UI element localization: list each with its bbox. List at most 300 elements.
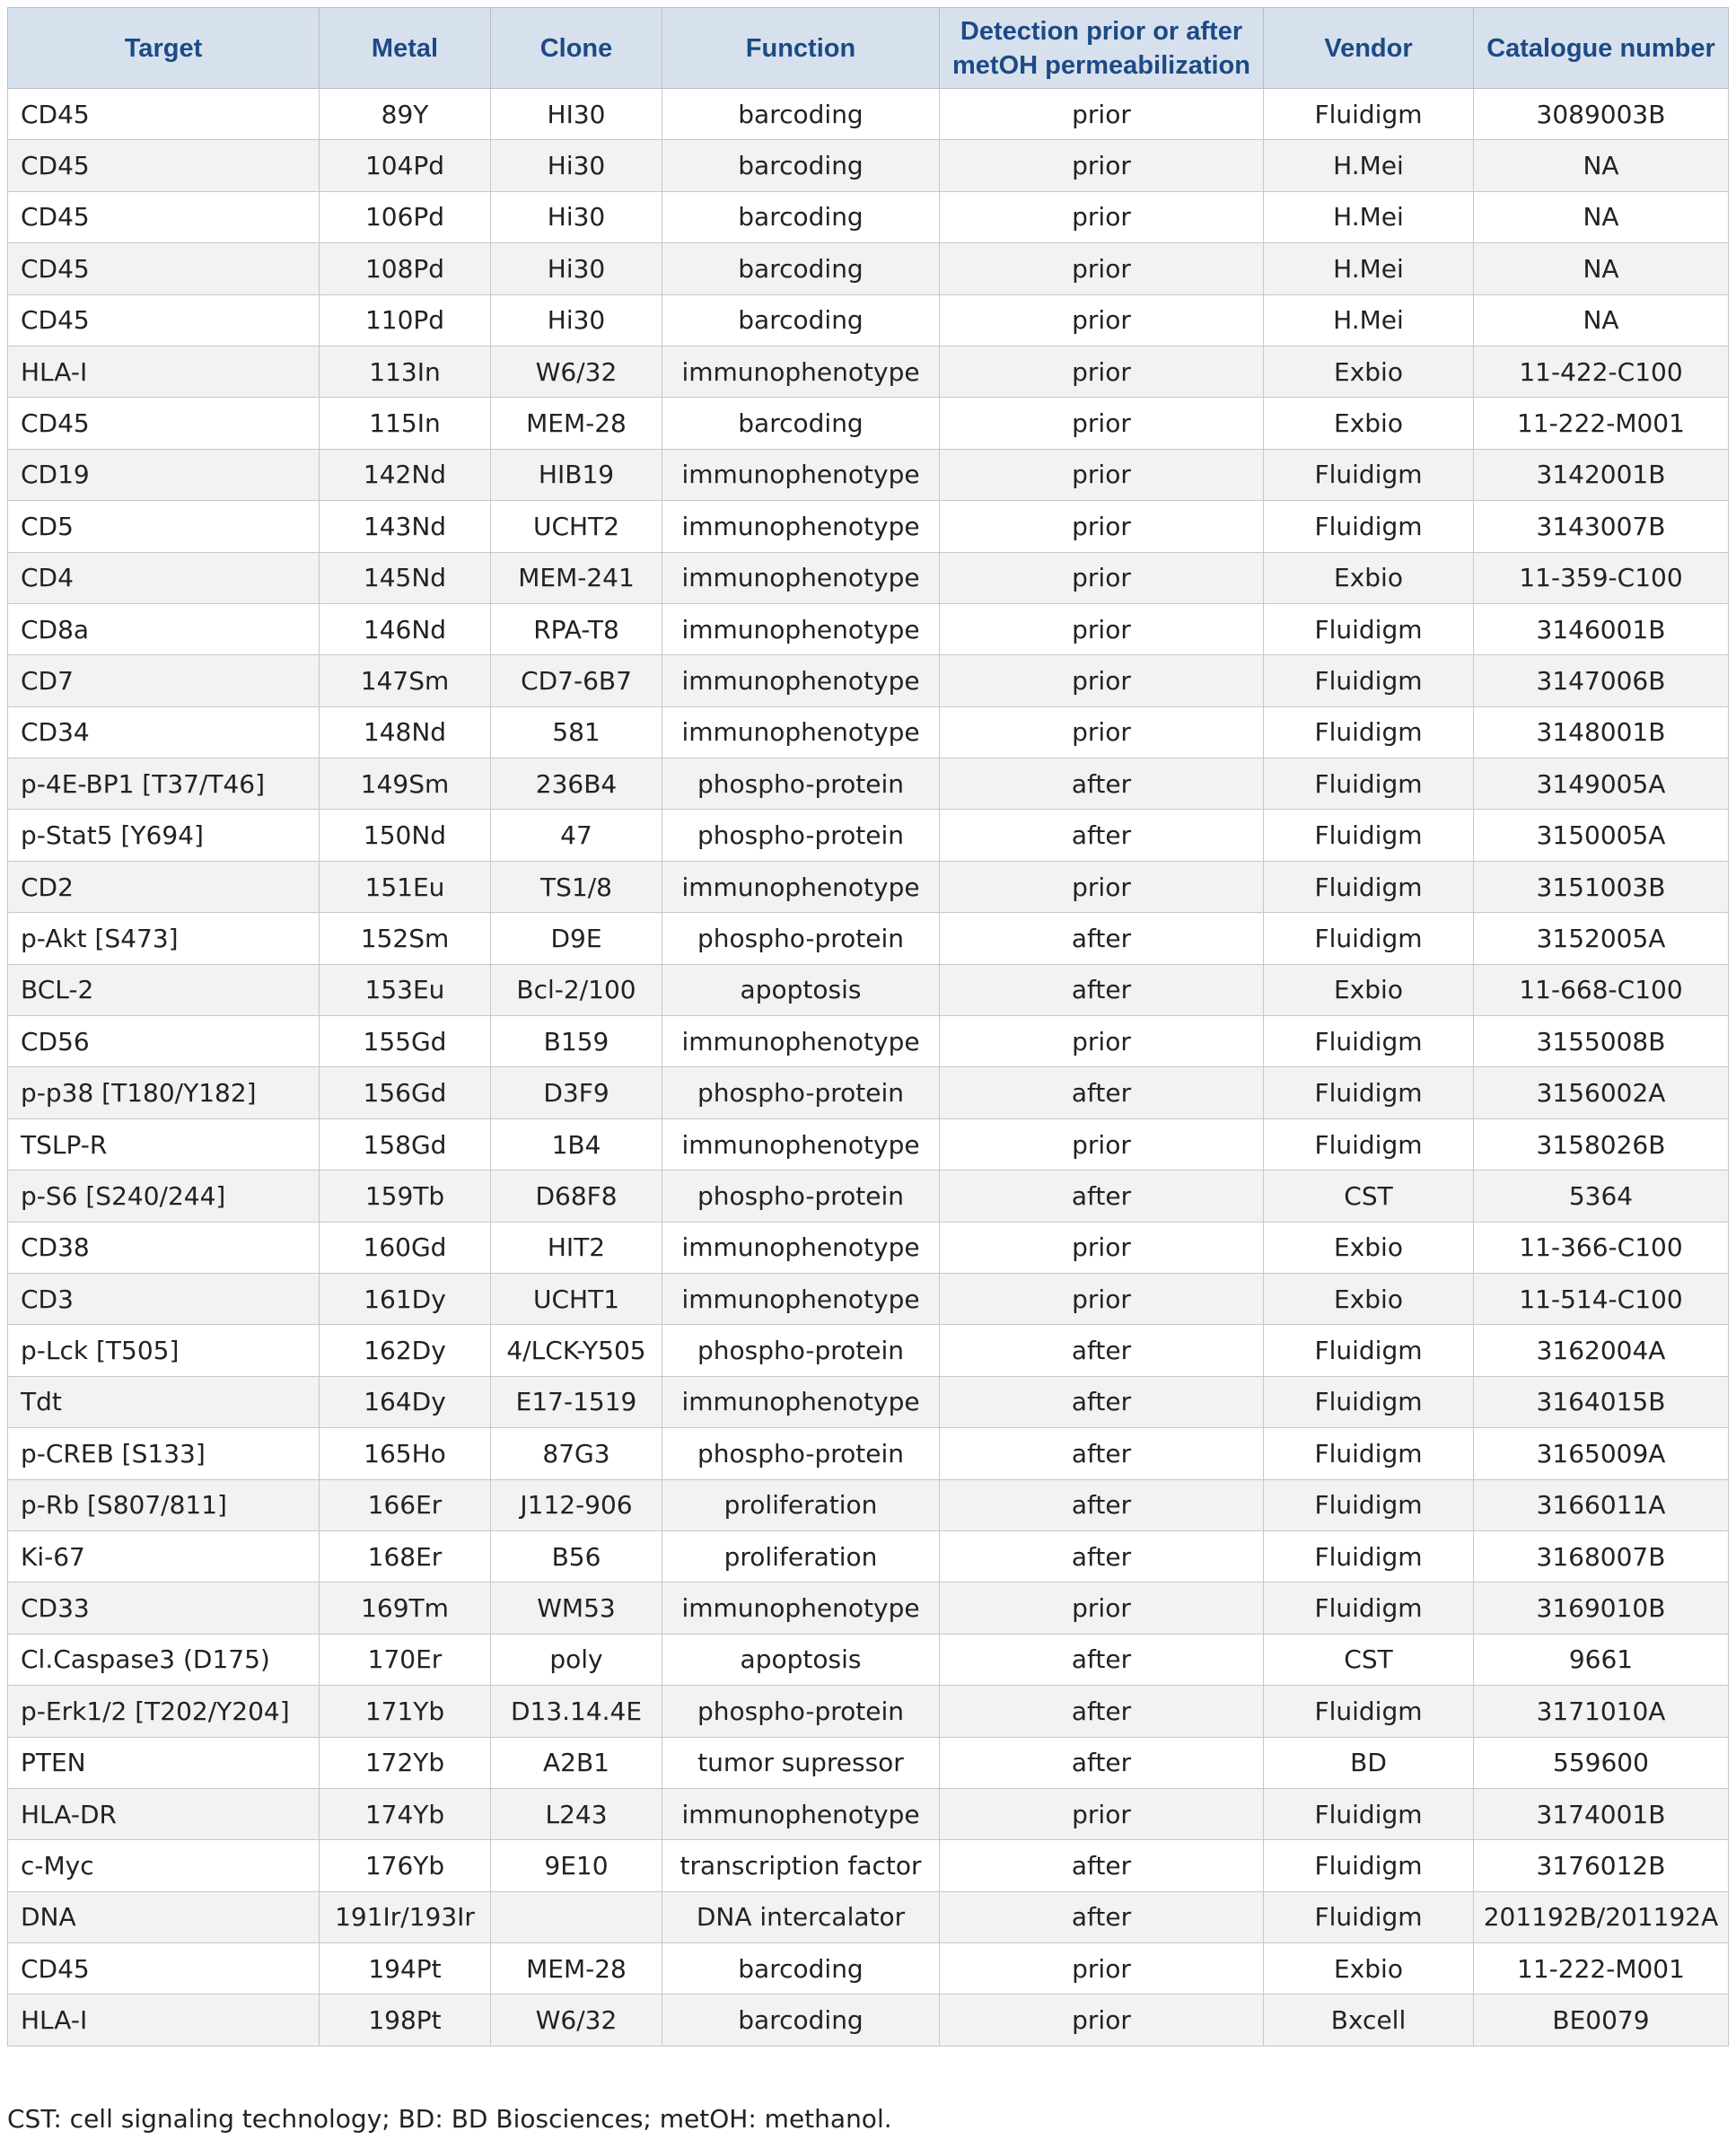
table-row [8, 1273, 1729, 1324]
cell-function: immunophenotype [662, 501, 940, 552]
cell-target: CD45 [8, 1943, 320, 1995]
cell-detection: prior [940, 140, 1264, 191]
cell-function: barcoding [662, 243, 940, 294]
header-clone: Clone [491, 8, 662, 89]
cell-metal: 146Nd [320, 603, 491, 654]
cell-function: phospho-protein [662, 1067, 940, 1118]
cell-clone: Hi30 [491, 140, 662, 191]
cell-target: p-S6 [S240/244] [8, 1170, 320, 1222]
cell-catalogue-number: 3168007B [1474, 1530, 1729, 1582]
cell-clone: D68F8 [491, 1170, 662, 1222]
cell-clone: MEM-28 [491, 1943, 662, 1995]
cell-target: CD33 [8, 1583, 320, 1634]
cell-function: immunophenotype [662, 1118, 940, 1170]
cell-catalogue-number: 3147006B [1474, 655, 1729, 706]
cell-target: p-p38 [T180/Y182] [8, 1067, 320, 1118]
cell-vendor: Fluidigm [1264, 501, 1474, 552]
cell-detection: after [940, 964, 1264, 1015]
cell-catalogue-number: 11-366-C100 [1474, 1222, 1729, 1273]
cell-target: p-Stat5 [Y694] [8, 810, 320, 861]
cell-detection: after [940, 1428, 1264, 1479]
cell-clone: Hi30 [491, 191, 662, 242]
cell-clone: D13.14.4E [491, 1686, 662, 1737]
cell-target: p-4E-BP1 [T37/T46] [8, 758, 320, 810]
cell-metal: 106Pd [320, 191, 491, 242]
cell-detection: prior [940, 1943, 1264, 1995]
cell-metal: 191Ir/193Ir [320, 1891, 491, 1942]
cell-metal: 174Yb [320, 1788, 491, 1839]
cell-clone: HIB19 [491, 449, 662, 500]
cell-target: PTEN [8, 1737, 320, 1788]
cell-metal: 149Sm [320, 758, 491, 810]
cell-clone: 9E10 [491, 1840, 662, 1891]
cell-vendor: CST [1264, 1634, 1474, 1685]
cell-detection: after [940, 1325, 1264, 1376]
cell-detection: after [940, 913, 1264, 964]
cell-vendor: Exbio [1264, 1222, 1474, 1273]
cell-target: p-Lck [T505] [8, 1325, 320, 1376]
cell-function: barcoding [662, 191, 940, 242]
cell-detection: prior [940, 861, 1264, 912]
cell-function: phospho-protein [662, 1325, 940, 1376]
cell-catalogue-number: 3171010A [1474, 1686, 1729, 1737]
cell-detection: after [940, 1634, 1264, 1685]
cell-clone: Hi30 [491, 294, 662, 346]
cell-target: TSLP-R [8, 1118, 320, 1170]
cell-clone: E17-1519 [491, 1376, 662, 1427]
cell-target: Cl.Caspase3 (D175) [8, 1634, 320, 1685]
cell-target: HLA-I [8, 1995, 320, 2046]
cell-function: phospho-protein [662, 758, 940, 810]
cell-catalogue-number: 3142001B [1474, 449, 1729, 500]
cell-vendor: Fluidigm [1264, 449, 1474, 500]
cell-function: immunophenotype [662, 1376, 940, 1427]
cell-target: CD45 [8, 191, 320, 242]
cell-detection: after [940, 1737, 1264, 1788]
cell-function: immunophenotype [662, 655, 940, 706]
cell-catalogue-number: 3146001B [1474, 603, 1729, 654]
cell-catalogue-number: 3155008B [1474, 1016, 1729, 1067]
cell-detection: prior [940, 1788, 1264, 1839]
cell-metal: 156Gd [320, 1067, 491, 1118]
cell-detection: prior [940, 655, 1264, 706]
cell-vendor: H.Mei [1264, 243, 1474, 294]
cell-function: barcoding [662, 398, 940, 449]
cell-vendor: Exbio [1264, 1273, 1474, 1324]
cell-target: Ki-67 [8, 1530, 320, 1582]
cell-target: CD3 [8, 1273, 320, 1324]
cell-target: CD8a [8, 603, 320, 654]
table-row [8, 913, 1729, 964]
table-row [8, 501, 1729, 552]
cell-catalogue-number: 11-668-C100 [1474, 964, 1729, 1015]
table-row [8, 346, 1729, 397]
cell-vendor: H.Mei [1264, 191, 1474, 242]
cell-function: barcoding [662, 294, 940, 346]
cell-metal: 158Gd [320, 1118, 491, 1170]
header-vendor: Vendor [1264, 8, 1474, 89]
table-row [8, 758, 1729, 810]
table-row [8, 1891, 1729, 1942]
table-footnote: CST: cell signaling technology; BD: BD Biosciences; metOH: methanol. [7, 2104, 892, 2134]
cell-catalogue-number: 3089003B [1474, 89, 1729, 140]
cell-vendor: Fluidigm [1264, 603, 1474, 654]
cell-function: immunophenotype [662, 706, 940, 758]
cell-metal: 172Yb [320, 1737, 491, 1788]
header-catalogue-number: Catalogue number [1474, 8, 1729, 89]
table-row [8, 603, 1729, 654]
cell-catalogue-number: NA [1474, 140, 1729, 191]
cell-metal: 143Nd [320, 501, 491, 552]
table-row [8, 1583, 1729, 1634]
cell-clone: UCHT2 [491, 501, 662, 552]
cell-function: barcoding [662, 89, 940, 140]
cell-catalogue-number: 5364 [1474, 1170, 1729, 1222]
cell-catalogue-number: 559600 [1474, 1737, 1729, 1788]
cell-function: apoptosis [662, 964, 940, 1015]
cell-vendor: Fluidigm [1264, 655, 1474, 706]
cell-detection: prior [940, 89, 1264, 140]
cell-function: immunophenotype [662, 861, 940, 912]
cell-vendor: Fluidigm [1264, 1686, 1474, 1737]
cell-target: p-Erk1/2 [T202/Y204] [8, 1686, 320, 1737]
cell-detection: after [940, 1170, 1264, 1222]
cell-vendor: H.Mei [1264, 140, 1474, 191]
cell-metal: 164Dy [320, 1376, 491, 1427]
cell-detection: prior [940, 1995, 1264, 2046]
cell-vendor: Fluidigm [1264, 706, 1474, 758]
antibody-panel-table [7, 7, 1729, 2047]
cell-target: CD45 [8, 294, 320, 346]
cell-detection: prior [940, 1118, 1264, 1170]
cell-vendor: Fluidigm [1264, 1530, 1474, 1582]
cell-detection: prior [940, 294, 1264, 346]
cell-target: Tdt [8, 1376, 320, 1427]
cell-target: p-Akt [S473] [8, 913, 320, 964]
cell-function: phospho-protein [662, 1170, 940, 1222]
antibody-panel-table-container [7, 7, 1728, 2047]
table-row [8, 1840, 1729, 1891]
cell-catalogue-number: 9661 [1474, 1634, 1729, 1685]
header-detection: Detection prior or after metOH permeabilization [940, 8, 1264, 89]
cell-vendor: Fluidigm [1264, 810, 1474, 861]
cell-metal: 166Er [320, 1479, 491, 1530]
cell-catalogue-number: 3152005A [1474, 913, 1729, 964]
cell-metal: 147Sm [320, 655, 491, 706]
cell-clone: D3F9 [491, 1067, 662, 1118]
cell-metal: 145Nd [320, 552, 491, 603]
cell-clone: A2B1 [491, 1737, 662, 1788]
cell-clone: Bcl-2/100 [491, 964, 662, 1015]
cell-detection: prior [940, 1583, 1264, 1634]
table-row [8, 964, 1729, 1015]
table-row [8, 1170, 1729, 1222]
table-row [8, 140, 1729, 191]
cell-catalogue-number: 11-222-M001 [1474, 398, 1729, 449]
cell-catalogue-number: 201192B/201192A [1474, 1891, 1729, 1942]
cell-catalogue-number: 3162004A [1474, 1325, 1729, 1376]
table-row [8, 398, 1729, 449]
cell-clone: 4/LCK-Y505 [491, 1325, 662, 1376]
cell-function: barcoding [662, 1943, 940, 1995]
cell-target: CD45 [8, 243, 320, 294]
cell-metal: 115In [320, 398, 491, 449]
table-row [8, 243, 1729, 294]
header-target: Target [8, 8, 320, 89]
cell-detection: prior [940, 1016, 1264, 1067]
cell-detection: after [940, 1686, 1264, 1737]
cell-clone: UCHT1 [491, 1273, 662, 1324]
cell-metal: 104Pd [320, 140, 491, 191]
cell-metal: 153Eu [320, 964, 491, 1015]
cell-detection: prior [940, 552, 1264, 603]
cell-clone: HIT2 [491, 1222, 662, 1273]
cell-catalogue-number: 11-222-M001 [1474, 1943, 1729, 1995]
cell-metal: 150Nd [320, 810, 491, 861]
cell-catalogue-number: 3148001B [1474, 706, 1729, 758]
cell-target: DNA [8, 1891, 320, 1942]
cell-clone: W6/32 [491, 1995, 662, 2046]
table-row [8, 861, 1729, 912]
cell-clone: WM53 [491, 1583, 662, 1634]
cell-vendor: Exbio [1264, 346, 1474, 397]
table-body [8, 89, 1729, 2047]
cell-function: immunophenotype [662, 1788, 940, 1839]
cell-clone: Hi30 [491, 243, 662, 294]
table-row [8, 1067, 1729, 1118]
cell-vendor: Fluidigm [1264, 861, 1474, 912]
cell-metal: 160Gd [320, 1222, 491, 1273]
cell-target: CD45 [8, 140, 320, 191]
header-metal: Metal [320, 8, 491, 89]
cell-clone: B159 [491, 1016, 662, 1067]
cell-function: phospho-protein [662, 913, 940, 964]
cell-metal: 161Dy [320, 1273, 491, 1324]
cell-clone: J112-906 [491, 1479, 662, 1530]
table-row [8, 810, 1729, 861]
cell-catalogue-number: 3166011A [1474, 1479, 1729, 1530]
cell-catalogue-number: 3174001B [1474, 1788, 1729, 1839]
table-header [8, 8, 1729, 89]
cell-detection: after [940, 758, 1264, 810]
cell-metal: 89Y [320, 89, 491, 140]
cell-vendor: Bxcell [1264, 1995, 1474, 2046]
cell-detection: prior [940, 243, 1264, 294]
cell-vendor: H.Mei [1264, 294, 1474, 346]
cell-catalogue-number: 11-422-C100 [1474, 346, 1729, 397]
cell-detection: prior [940, 346, 1264, 397]
cell-function: immunophenotype [662, 1273, 940, 1324]
cell-vendor: Fluidigm [1264, 1891, 1474, 1942]
cell-function: immunophenotype [662, 1222, 940, 1273]
cell-metal: 142Nd [320, 449, 491, 500]
cell-detection: after [940, 1479, 1264, 1530]
cell-target: CD7 [8, 655, 320, 706]
table-row [8, 89, 1729, 140]
cell-function: proliferation [662, 1479, 940, 1530]
cell-function: phospho-protein [662, 1686, 940, 1737]
cell-detection: after [940, 1067, 1264, 1118]
table-row [8, 1325, 1729, 1376]
cell-catalogue-number: 3164015B [1474, 1376, 1729, 1427]
cell-catalogue-number: 3158026B [1474, 1118, 1729, 1170]
cell-metal: 168Er [320, 1530, 491, 1582]
table-row [8, 1995, 1729, 2046]
cell-catalogue-number: 11-514-C100 [1474, 1273, 1729, 1324]
table-row [8, 655, 1729, 706]
cell-detection: prior [940, 449, 1264, 500]
cell-clone: 236B4 [491, 758, 662, 810]
cell-clone: poly [491, 1634, 662, 1685]
cell-clone: 581 [491, 706, 662, 758]
cell-metal: 155Gd [320, 1016, 491, 1067]
cell-target: c-Myc [8, 1840, 320, 1891]
cell-detection: prior [940, 191, 1264, 242]
cell-vendor: Exbio [1264, 1943, 1474, 1995]
cell-vendor: Exbio [1264, 552, 1474, 603]
cell-detection: prior [940, 1273, 1264, 1324]
cell-function: apoptosis [662, 1634, 940, 1685]
table-row [8, 1634, 1729, 1685]
cell-metal: 159Tb [320, 1170, 491, 1222]
cell-function: transcription factor [662, 1840, 940, 1891]
table-row [8, 449, 1729, 500]
cell-clone: HI30 [491, 89, 662, 140]
cell-detection: prior [940, 398, 1264, 449]
cell-function: phospho-protein [662, 810, 940, 861]
cell-function: proliferation [662, 1530, 940, 1582]
cell-target: CD4 [8, 552, 320, 603]
cell-target: CD38 [8, 1222, 320, 1273]
cell-target: HLA-DR [8, 1788, 320, 1839]
cell-target: CD5 [8, 501, 320, 552]
cell-catalogue-number: NA [1474, 294, 1729, 346]
cell-clone: 87G3 [491, 1428, 662, 1479]
table-row [8, 1428, 1729, 1479]
cell-vendor: Fluidigm [1264, 1376, 1474, 1427]
cell-vendor: Fluidigm [1264, 1428, 1474, 1479]
cell-catalogue-number: 3176012B [1474, 1840, 1729, 1891]
cell-metal: 165Ho [320, 1428, 491, 1479]
cell-detection: after [940, 1376, 1264, 1427]
cell-clone: 47 [491, 810, 662, 861]
cell-clone: MEM-241 [491, 552, 662, 603]
cell-vendor: Fluidigm [1264, 1016, 1474, 1067]
table-row [8, 1530, 1729, 1582]
cell-catalogue-number: NA [1474, 191, 1729, 242]
table-row [8, 1016, 1729, 1067]
cell-clone: CD7-6B7 [491, 655, 662, 706]
table-row [8, 1943, 1729, 1995]
cell-metal: 108Pd [320, 243, 491, 294]
cell-catalogue-number: 3143007B [1474, 501, 1729, 552]
cell-vendor: Exbio [1264, 398, 1474, 449]
cell-vendor: Fluidigm [1264, 1788, 1474, 1839]
cell-vendor: Fluidigm [1264, 89, 1474, 140]
cell-vendor: Fluidigm [1264, 1479, 1474, 1530]
cell-catalogue-number: 11-359-C100 [1474, 552, 1729, 603]
cell-catalogue-number: 3169010B [1474, 1583, 1729, 1634]
cell-vendor: Fluidigm [1264, 758, 1474, 810]
cell-detection: prior [940, 501, 1264, 552]
cell-vendor: Fluidigm [1264, 1325, 1474, 1376]
cell-vendor: BD [1264, 1737, 1474, 1788]
cell-function: immunophenotype [662, 449, 940, 500]
table-row [8, 1686, 1729, 1737]
cell-clone: B56 [491, 1530, 662, 1582]
cell-catalogue-number: BE0079 [1474, 1995, 1729, 2046]
table-row [8, 1118, 1729, 1170]
cell-function: DNA intercalator [662, 1891, 940, 1942]
cell-metal: 169Tm [320, 1583, 491, 1634]
cell-target: p-CREB [S133] [8, 1428, 320, 1479]
cell-vendor: Exbio [1264, 964, 1474, 1015]
cell-target: CD45 [8, 398, 320, 449]
table-row [8, 1376, 1729, 1427]
cell-clone: MEM-28 [491, 398, 662, 449]
cell-catalogue-number: 3156002A [1474, 1067, 1729, 1118]
cell-detection: after [940, 810, 1264, 861]
cell-detection: prior [940, 603, 1264, 654]
cell-catalogue-number: 3150005A [1474, 810, 1729, 861]
table-row [8, 1479, 1729, 1530]
cell-metal: 171Yb [320, 1686, 491, 1737]
header-row [8, 8, 1729, 89]
cell-function: phospho-protein [662, 1428, 940, 1479]
cell-metal: 110Pd [320, 294, 491, 346]
cell-target: p-Rb [S807/811] [8, 1479, 320, 1530]
cell-clone: RPA-T8 [491, 603, 662, 654]
cell-function: immunophenotype [662, 552, 940, 603]
cell-target: CD19 [8, 449, 320, 500]
table-row [8, 1788, 1729, 1839]
cell-detection: after [940, 1530, 1264, 1582]
cell-metal: 152Sm [320, 913, 491, 964]
cell-vendor: Fluidigm [1264, 913, 1474, 964]
cell-detection: prior [940, 1222, 1264, 1273]
cell-metal: 170Er [320, 1634, 491, 1685]
header-function: Function [662, 8, 940, 89]
cell-function: barcoding [662, 1995, 940, 2046]
cell-target: CD2 [8, 861, 320, 912]
cell-clone: D9E [491, 913, 662, 964]
cell-function: immunophenotype [662, 346, 940, 397]
cell-target: CD34 [8, 706, 320, 758]
cell-clone: TS1/8 [491, 861, 662, 912]
cell-catalogue-number: 3165009A [1474, 1428, 1729, 1479]
cell-metal: 113In [320, 346, 491, 397]
cell-catalogue-number: NA [1474, 243, 1729, 294]
cell-vendor: Fluidigm [1264, 1067, 1474, 1118]
cell-metal: 198Pt [320, 1995, 491, 2046]
cell-detection: prior [940, 706, 1264, 758]
cell-vendor: Fluidigm [1264, 1583, 1474, 1634]
cell-detection: after [940, 1840, 1264, 1891]
cell-metal: 162Dy [320, 1325, 491, 1376]
table-row [8, 552, 1729, 603]
table-row [8, 1222, 1729, 1273]
cell-catalogue-number: 3149005A [1474, 758, 1729, 810]
cell-target: CD56 [8, 1016, 320, 1067]
cell-target: BCL-2 [8, 964, 320, 1015]
table-row [8, 294, 1729, 346]
cell-function: tumor supressor [662, 1737, 940, 1788]
cell-metal: 176Yb [320, 1840, 491, 1891]
cell-target: CD45 [8, 89, 320, 140]
cell-detection: after [940, 1891, 1264, 1942]
cell-clone [491, 1891, 662, 1942]
cell-metal: 151Eu [320, 861, 491, 912]
